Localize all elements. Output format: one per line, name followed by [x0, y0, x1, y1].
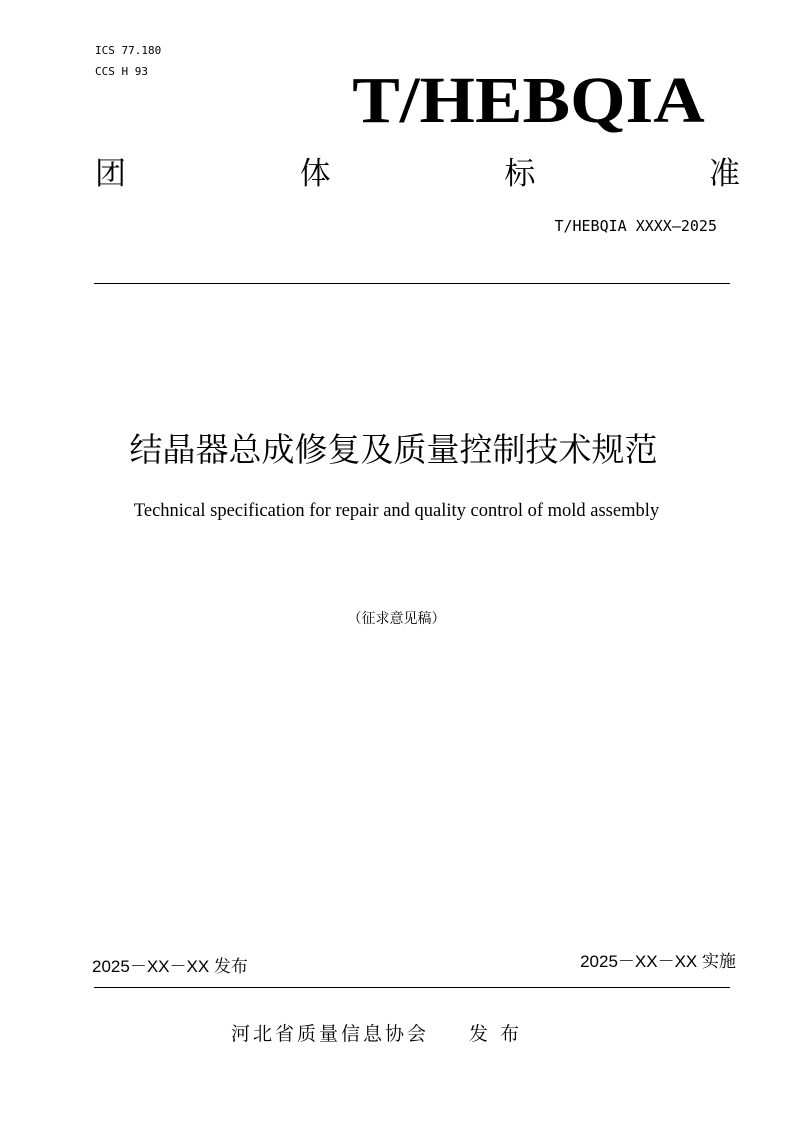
ics-code: ICS 77.180 [95, 44, 162, 57]
brand-logo-text: T/HEBQIA [352, 64, 705, 137]
standard-number: T/HEBQIA XXXX—2025 [554, 217, 717, 235]
document-title-english: Technical specification for repair and quality control of mold assembly [133, 501, 660, 521]
issuer-organization: 河北省质量信息协会 [231, 1023, 430, 1045]
publish-date: 2025－XX－XX 发布 [92, 957, 248, 976]
ccs-code: CCS H 93 [95, 65, 148, 78]
issuer [231, 1021, 522, 1047]
header-divider [94, 283, 730, 284]
draft-status: （征求意见稿） [347, 611, 446, 627]
standard-type-char: 体 [299, 156, 331, 192]
standard-type-char: 团 [95, 156, 126, 192]
issuer-action: 发 布 [469, 1023, 523, 1045]
standard-type-char: 准 [708, 156, 740, 192]
implement-date: 2025－XX－XX 实施 [580, 952, 736, 971]
standard-type [95, 154, 740, 194]
document-title-chinese: 结晶器总成修复及质量控制技术规范 [129, 430, 658, 469]
classification-codes [95, 40, 161, 82]
footer-divider [94, 987, 730, 988]
standard-type-char: 标 [504, 156, 536, 192]
